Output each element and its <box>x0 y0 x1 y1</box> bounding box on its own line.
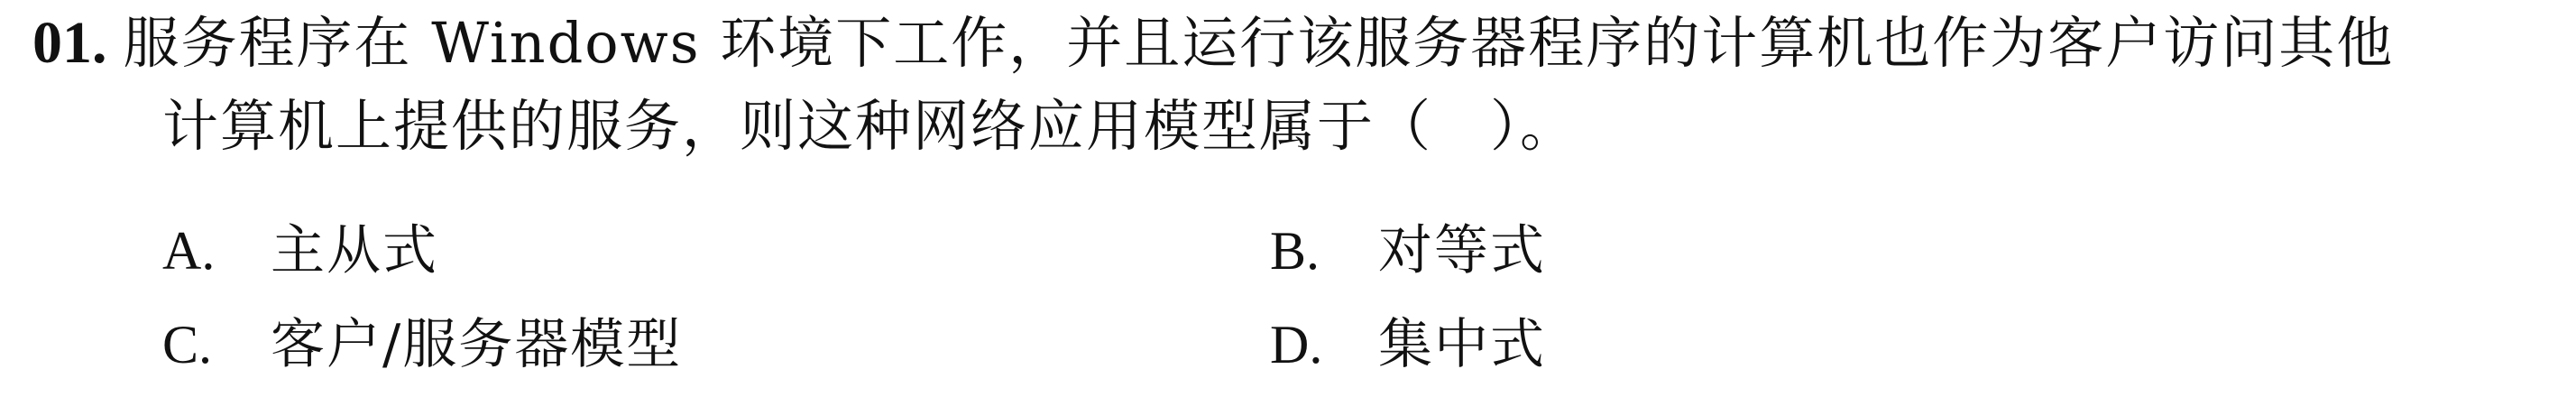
question-stem-text-1: 服务程序在 Windows 环境下工作，并且运行该服务器程序的计算机也作为客户访问其他 <box>123 10 2395 76</box>
option-d <box>1270 310 1546 379</box>
option-b-text: 对等式 <box>1378 219 1546 282</box>
question-number: 01. <box>32 10 107 76</box>
option-a-text: 主从式 <box>271 219 438 282</box>
option-d-text: 集中式 <box>1378 313 1546 376</box>
option-b <box>1270 217 1546 285</box>
option-a <box>162 217 438 285</box>
option-c-text: 客户/服务器模型 <box>271 313 683 376</box>
option-b-letter: B. <box>1270 221 1320 281</box>
option-a-letter: A. <box>162 221 216 281</box>
question-stem-text-2: 计算机上提供的服务，则这种网络应用模型属于（ ）。 <box>162 93 1578 159</box>
option-c-letter: C. <box>162 315 213 374</box>
option-d-letter: D. <box>1270 315 1323 374</box>
question-stem-line-2 <box>162 90 1578 162</box>
option-c <box>162 310 682 379</box>
question-stem-line-1 <box>32 7 2394 79</box>
